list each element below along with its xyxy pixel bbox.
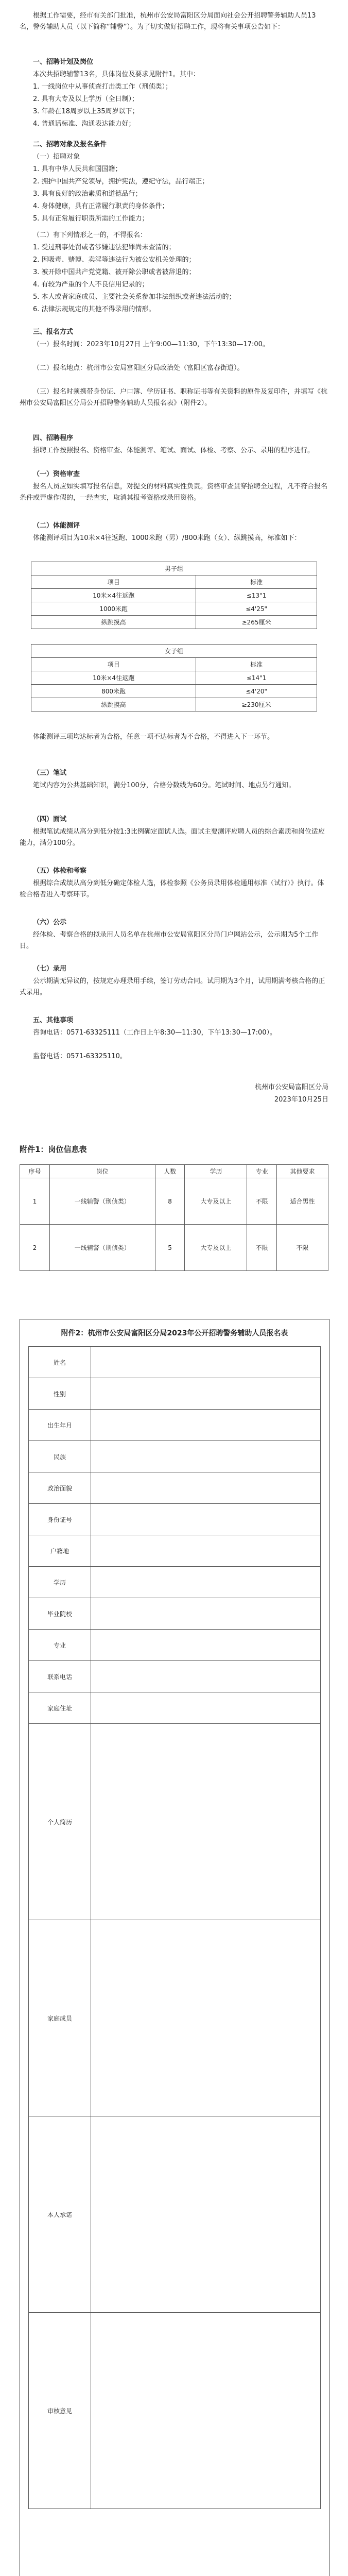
table-row <box>31 685 317 698</box>
table-cell: 纵跳摸高 <box>31 616 196 629</box>
form-field-row <box>28 2313 321 2509</box>
form-field-row <box>28 1441 321 1472</box>
section-3-materials: （三）报名时须携带身份证、户口簿、学历证书、职称证书等有关资料的原件及复印件，并填写《杭州市公安局富阳区分局公开招聘警务辅助人员报名表》（附件2）。 <box>20 388 328 407</box>
intro-paragraph: 根据工作需要，经市有关部门批准，杭州市公安局富阳区分局面向社会公开招聘警务辅助人员13名，警务辅助人员（以下简称“辅警”）。为了切实做好招聘工作，现将有关事项公告如下： <box>20 12 316 31</box>
table-cell: 大专及以上 <box>185 1225 247 1271</box>
section-4-sub-5-text: 根据综合成绩从高分到低分确定体检人选，体检参照《公务员录用体检通用标准（试行）》执行。体检合格者进入考察环节。 <box>20 879 324 899</box>
section-2-item-5: 5. 具有正常履行职责所需的工作能力； <box>33 215 149 223</box>
form-field-value[interactable] <box>91 1630 320 1660</box>
section-4-sub-1-text: 报名人员应如实填写报名信息，对提交的材料真实性负责。资格审查贯穿招聘全过程，凡不符合报名条件或弄虚作假的，一经查实，取消其报考资格或录用资格。 <box>20 483 328 502</box>
section-3-title: 三、报名方式 <box>33 328 74 336</box>
form-field-row <box>28 1472 321 1504</box>
section-1-item-2: 2. 具有大专及以上学历（全日制）； <box>33 95 139 103</box>
table-row <box>20 1225 328 1271</box>
registration-form <box>20 1319 329 2576</box>
section-4-sub-6-text: 经体检、考察合格的拟录用人员名单在杭州市公安局富阳区分局门户网站公示，公示期为5个工作日。 <box>20 931 319 950</box>
form-field-label: 家庭住址 <box>29 1692 91 1723</box>
table-row <box>31 616 317 629</box>
table-cell: 5 <box>155 1225 185 1271</box>
table-row <box>20 1178 328 1225</box>
form-field-row <box>28 1630 321 1661</box>
form-field-label: 专业 <box>29 1630 91 1660</box>
table-header: 标准 <box>196 658 317 671</box>
form-field-row <box>28 2116 321 2313</box>
table-cell: 1000米跑 <box>31 602 196 616</box>
form-field-row <box>28 1346 321 1378</box>
table-cell: 一线辅警（刑侦类） <box>49 1225 155 1271</box>
section-2-sub-1: （一）招聘对象 <box>33 153 80 161</box>
form-field-value[interactable] <box>91 1567 320 1598</box>
table-header: 标准 <box>196 575 317 589</box>
section-2-item-2: 2. 拥护中国共产党领导，拥护宪法，遵纪守法，品行端正； <box>33 178 209 185</box>
form-field-row <box>28 1724 321 1920</box>
form-field-row <box>28 1410 321 1441</box>
form-field-row <box>28 1504 321 1535</box>
section-4-sub-4: （四）面试 <box>33 816 67 823</box>
form-fields <box>20 1346 329 2509</box>
form-field-value[interactable] <box>91 1504 320 1535</box>
table-cell: 1 <box>20 1178 50 1225</box>
section-4-sub-3: （三）笔试 <box>33 769 67 777</box>
section-1-item-4: 4. 普通话标准、沟通表达能力好； <box>33 120 135 128</box>
form-field-label: 姓名 <box>29 1347 91 1378</box>
section-2-exclusion-2: 2. 因吸毒、赌博、卖淫等违法行为被公安机关处理的； <box>33 256 196 264</box>
form-field-row <box>28 1378 321 1410</box>
section-4-sub-6: （六）公示 <box>33 919 67 926</box>
form-field-row <box>28 1920 321 2116</box>
form-field-label: 户籍地 <box>29 1535 91 1566</box>
table-row <box>31 602 317 616</box>
section-2-title: 二、招聘对象及报名条件 <box>33 141 107 148</box>
section-4-sub-4-text: 根据笔试成绩从高分到低分按1:3比例确定面试人选。面试主要测评应聘人员的综合素质和岗位适应能力，满分100分。 <box>20 828 325 847</box>
table-row <box>31 671 317 685</box>
section-2-exclusion-4: 4. 有较为严重的个人不良信用记录的； <box>33 281 149 289</box>
table-cell: 不限 <box>277 1225 328 1271</box>
table-cell: 一线辅警（刑侦类） <box>49 1178 155 1225</box>
table-header: 项目 <box>31 575 196 589</box>
section-5-title: 五、其他事项 <box>33 1016 74 1024</box>
form-field-label: 政治面貌 <box>29 1472 91 1503</box>
section-2-item-1: 1. 具有中华人民共和国国籍； <box>33 165 122 173</box>
section-4-sub-2-text: 体能测评项目为10米×4往返跑、1000米跑（男）/800米跑（女）、纵跳摸高，标准如下： <box>33 534 301 542</box>
table-cell: 纵跳摸高 <box>31 698 196 711</box>
form-field-label: 家庭成员 <box>29 1920 91 2116</box>
supervision-phone: 监督电话：0571-63325110。 <box>33 1053 127 1060</box>
signature-date: 2023年10月25日 <box>274 1096 328 1104</box>
table-cell: 10米×4往返跑 <box>31 671 196 685</box>
form-field-value[interactable] <box>91 1472 320 1503</box>
section-4-sub-7: （七）录用 <box>33 965 67 973</box>
form-field-label: 民族 <box>29 1441 91 1472</box>
section-4-sub-3-text: 笔试内容为公共基础知识，满分100分，合格分数线为60分。笔试时间、地点另行通知。 <box>33 782 295 789</box>
table-header: 人数 <box>155 1165 185 1178</box>
section-2-sub-2: （二）有下列情形之一的，不得报名： <box>33 231 147 239</box>
form-field-row <box>28 1598 321 1630</box>
form-field-label: 审核意见 <box>29 2313 91 2509</box>
table-header: 序号 <box>20 1165 50 1178</box>
table-cell: ≤4'25" <box>196 602 317 616</box>
table-cell: 8 <box>155 1178 185 1225</box>
form-field-value[interactable] <box>91 1598 320 1629</box>
form-field-label: 学历 <box>29 1567 91 1598</box>
table-cell: 不限 <box>247 1225 277 1271</box>
form-field-value[interactable] <box>91 1724 320 1920</box>
table-cell: 大专及以上 <box>185 1178 247 1225</box>
form-field-value[interactable] <box>91 2116 320 2312</box>
form-field-label: 个人简历 <box>29 1724 91 1920</box>
section-1-item-3: 3. 年龄在18周岁以上35周岁以下； <box>33 108 139 115</box>
section-1-item-1: 1. 一线岗位中从事侦查打击类工作（刑侦类）； <box>33 83 172 91</box>
table-cell: ≤13"1 <box>196 589 317 602</box>
section-4-intro: 招聘工作按照报名、资格审查、体能测评、笔试、面试、体检、考察、公示、录用的程序进行。 <box>33 447 315 454</box>
form-field-row <box>28 1692 321 1724</box>
table-title: 男子组 <box>31 562 317 575</box>
table-row <box>31 698 317 711</box>
section-2-exclusion-5: 5. 本人或者家庭成员、主要社会关系参加非法组织或者违法活动的； <box>33 293 236 301</box>
form-field-label: 性别 <box>29 1378 91 1409</box>
form-field-label: 身份证号 <box>29 1504 91 1535</box>
table-cell: ≤4'20" <box>196 685 317 698</box>
table-cell: 800米跑 <box>31 685 196 698</box>
table-cell: ≥265厘米 <box>196 616 317 629</box>
table-cell: 10米×4往返跑 <box>31 589 196 602</box>
section-2-exclusion-1: 1. 受过刑事处罚或者涉嫌违法犯罪尚未查清的； <box>33 244 176 251</box>
table-header: 项目 <box>31 658 196 671</box>
attachment-1-title: 附件1：岗位信息表 <box>20 1145 87 1154</box>
fitness-note: 体能测评三项均达标者为合格，任意一项不达标者为不合格，不得进入下一环节。 <box>33 733 274 741</box>
table-row <box>31 589 317 602</box>
table-cell: 不限 <box>247 1178 277 1225</box>
table-cell: 2 <box>20 1225 50 1271</box>
form-field-label: 出生年月 <box>29 1410 91 1440</box>
table-cell: 适合男性 <box>277 1178 328 1225</box>
form-field-value[interactable] <box>91 1410 320 1440</box>
form-field-value[interactable] <box>91 1535 320 1566</box>
section-2-exclusion-3: 3. 被开除中国共产党党籍、被开除公职或者被辞退的； <box>33 268 196 276</box>
table-cell: ≥230厘米 <box>196 698 317 711</box>
table-title: 女子组 <box>31 645 317 658</box>
form-field-label: 本人承诺 <box>29 2116 91 2312</box>
section-3-time: （一）报名时间：2023年10月27日 上午9:00—11:30，下午13:30—17:00。 <box>33 341 269 348</box>
form-field-value[interactable] <box>91 1661 320 1692</box>
form-field-row <box>28 1661 321 1692</box>
section-4-title: 四、招聘程序 <box>33 434 74 442</box>
section-4-sub-1: （一）资格审查 <box>33 470 80 478</box>
table-cell: ≤14"1 <box>196 671 317 685</box>
form-title: 附件2：杭州市公安局富阳区分局2023年公开招聘警务辅助人员报名表 <box>61 1329 288 1337</box>
form-field-value[interactable] <box>91 1347 320 1378</box>
form-field-value[interactable] <box>91 1378 320 1409</box>
section-2-item-4: 4. 身体健康，具有正常履行职责的身体条件； <box>33 202 169 210</box>
form-field-value[interactable] <box>91 1692 320 1723</box>
section-4-sub-2: （二）体能测评 <box>33 522 80 530</box>
form-field-row <box>28 1567 321 1598</box>
table-header: 岗位 <box>49 1165 155 1178</box>
fitness-table-male <box>31 562 317 629</box>
section-2-exclusion-6: 6. 法律法规规定的其他不得录用的情形。 <box>33 306 155 313</box>
form-field-label: 毕业院校 <box>29 1598 91 1629</box>
table-header: 专业 <box>247 1165 277 1178</box>
form-field-value[interactable] <box>91 2313 320 2509</box>
contact-phone: 咨询电话：0571-63325111（工作日上午8:30—11:30，下午13:30—17:00）。 <box>33 1029 277 1037</box>
section-2-item-3: 3. 具有良好的政治素质和道德品行； <box>33 190 142 198</box>
table-header: 学历 <box>185 1165 247 1178</box>
form-field-row <box>28 1535 321 1567</box>
form-field-value[interactable] <box>91 1920 320 2116</box>
section-4-sub-5: （五）体检和考察 <box>33 867 87 875</box>
fitness-table-female <box>31 644 317 711</box>
position-table <box>20 1164 328 1271</box>
section-4-sub-7-text: 公示期满无异议的，按规定办理录用手续，签订劳动合同。试用期为3个月，试用期满考核合格的正式录用。 <box>20 977 325 996</box>
table-header: 其他要求 <box>277 1165 328 1178</box>
signature-org: 杭州市公安局富阳区分局 <box>254 1083 328 1091</box>
section-1-text: 本次共招聘辅警13名，具体岗位及要求见附件1。其中： <box>33 71 200 78</box>
form-field-value[interactable] <box>91 1441 320 1472</box>
section-3-place: （二）报名地点：杭州市公安局富阳区分局政治处（富阳区富春街道）。 <box>33 364 244 372</box>
section-1-title: 一、招聘计划及岗位 <box>33 58 94 66</box>
form-field-label: 联系电话 <box>29 1661 91 1692</box>
